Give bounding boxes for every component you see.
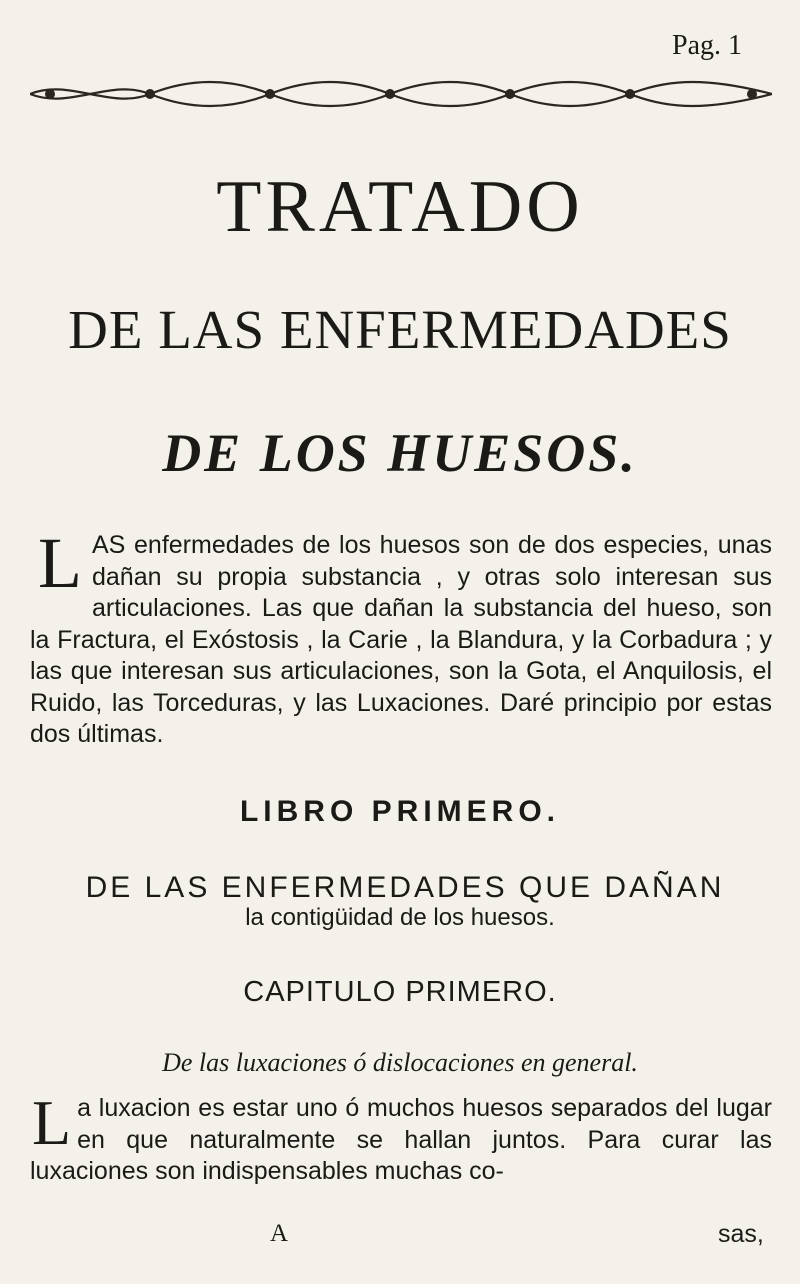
catchword: sas,	[718, 1220, 764, 1248]
page-number: Pag. 1	[672, 30, 742, 61]
chapter-title: CAPITULO PRIMERO.	[243, 976, 557, 1008]
intro-dropcap: L	[38, 523, 82, 603]
book-subtitle-line2: la contigüidad de los huesos.	[245, 904, 555, 931]
title-main: TRATADO	[216, 166, 584, 248]
signature-mark: A	[270, 1220, 289, 1247]
body-text: a luxacion es estar uno ó muchos huesos separados del lugar en que naturalmente se hallan juntos. Para curar las luxaciones son indispensables muchas co-	[30, 1094, 772, 1185]
intro-text: AS enfermedades de los huesos son de dos especies, unas dañan su propia substancia , y otras solo interesan sus articulaciones. Las que dañan la substancia del hueso, son la Fractura, el Exóstosis , la Carie , la Blandura, y la Corbadura ; y las que interesan sus articulaciones, son la Gota, el Anquilosis, el Ruido, las Torceduras, y las Luxaciones. Daré principio por estas dos últimas.	[30, 531, 772, 748]
ornament-band-icon	[30, 72, 772, 112]
book-subtitle-line1: DE LAS ENFERMEDADES QUE DAÑAN	[85, 871, 725, 904]
title-line3: DE LOS HUESOS.	[162, 423, 638, 483]
intro-paragraph	[30, 523, 772, 751]
body-dropcap: L	[32, 1087, 72, 1158]
title-line2: DE LAS ENFERMEDADES	[68, 299, 732, 360]
body-paragraph	[30, 1087, 772, 1188]
section-heading: De las luxaciones ó dislocaciones en general.	[162, 1048, 638, 1077]
book-title: LIBRO PRIMERO.	[239, 795, 560, 828]
